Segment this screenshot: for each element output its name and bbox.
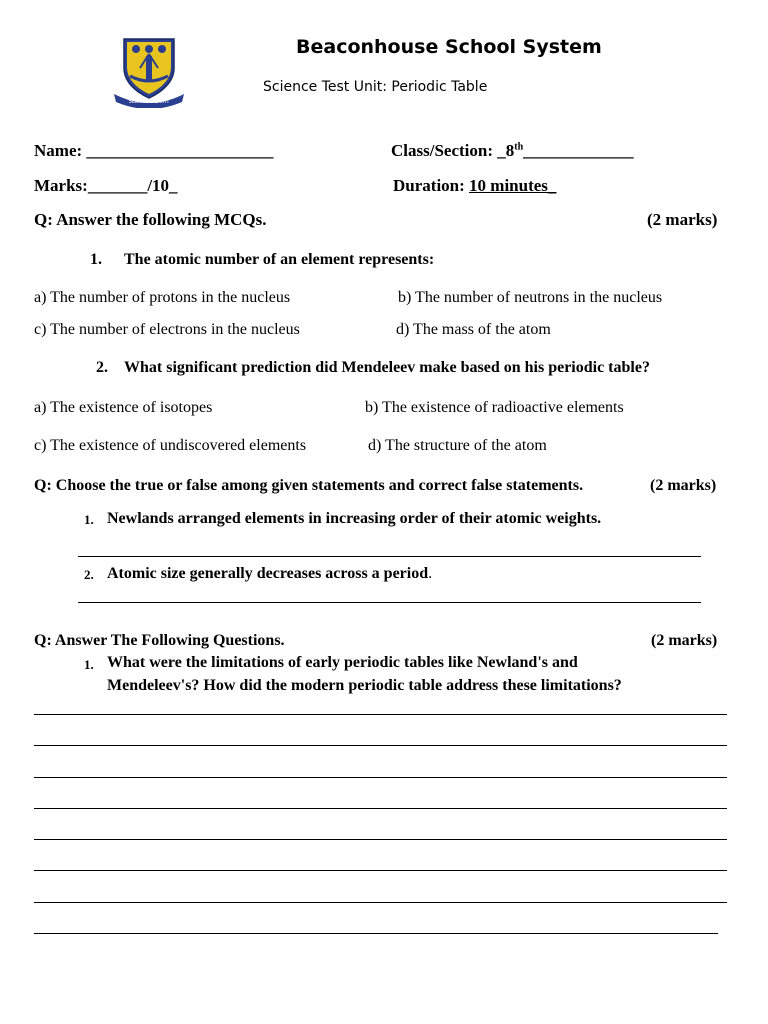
name-label: Name: — [34, 141, 83, 160]
answer-line[interactable] — [34, 777, 727, 778]
section1-marks: (2 marks) — [647, 210, 718, 229]
section2-title: Q: Choose the true or false among given statements and correct false statements. — [34, 477, 584, 494]
statement2 — [107, 565, 432, 583]
class-section-field[interactable] — [391, 141, 634, 161]
test-title-separator: : — [382, 79, 387, 95]
section3-title: Q: Answer The Following Questions. — [34, 632, 285, 649]
answer-line[interactable] — [34, 808, 727, 809]
question1-line1: What were the limitations of early periodic tables like Newland's and — [107, 654, 578, 671]
class-section-label: Class/Section: — [391, 141, 493, 160]
duration-label: Duration: — [393, 176, 465, 195]
statement2-number: 2. — [84, 567, 94, 582]
statement2-text: Atomic size generally decreases across a period — [107, 565, 429, 582]
answer-line[interactable] — [34, 839, 727, 840]
test-title — [263, 79, 487, 95]
statement2-answer-line[interactable] — [78, 602, 701, 603]
mcq2-number: 2. — [96, 359, 108, 376]
mcq1-number: 1. — [90, 251, 102, 268]
class-section-value: _8 — [493, 141, 515, 160]
answer-line[interactable] — [34, 870, 727, 871]
mcq1-option-c[interactable]: c) The number of electrons in the nucleus — [34, 321, 300, 338]
answer-line[interactable] — [34, 902, 727, 903]
marks-label: Marks: — [34, 176, 88, 195]
svg-text:SEEK THE LIGHT: SEEK THE LIGHT — [128, 99, 170, 105]
mcq2-option-b[interactable]: b) The existence of radioactive elements — [365, 399, 624, 416]
duration-value: 10 minutes_ — [469, 176, 557, 195]
answer-line[interactable] — [34, 745, 727, 746]
section1-title: Q: Answer the following MCQs. — [34, 210, 267, 229]
duration-field — [393, 176, 556, 196]
section2-marks: (2 marks) — [650, 477, 717, 494]
name-blank[interactable]: ______________________ — [86, 141, 274, 160]
mcq1-option-a[interactable]: a) The number of protons in the nucleus — [34, 289, 291, 306]
mcq1-option-b[interactable]: b) The number of neutrons in the nucleus — [398, 289, 663, 306]
section3-marks: (2 marks) — [651, 632, 718, 649]
question1-number: 1. — [84, 657, 94, 672]
test-title-topic: Periodic Table — [386, 79, 488, 95]
marks-field[interactable] — [34, 176, 178, 196]
mcq2-option-c[interactable]: c) The existence of undiscovered elements — [34, 437, 307, 454]
mcq1-question: The atomic number of an element represents: — [124, 251, 435, 268]
name-field[interactable] — [34, 141, 273, 161]
statement1-text: Newlands arranged elements in increasing order of their atomic weights. — [107, 510, 602, 527]
mcq2-question: What significant prediction did Mendeleev make based on his periodic table? — [124, 359, 650, 376]
statement2-period: . — [428, 565, 433, 582]
class-section-blank[interactable]: _____________ — [523, 141, 634, 160]
statement1-number: 1. — [84, 512, 94, 527]
class-section-sup: th — [514, 141, 524, 153]
answer-line[interactable] — [34, 933, 718, 934]
mcq2-option-a[interactable]: a) The existence of isotopes — [34, 399, 213, 416]
question1-line2: Mendeleev's? How did the modern periodic table address these limitations? — [107, 677, 622, 694]
answer-line[interactable] — [34, 714, 727, 715]
mcq2-option-d[interactable]: d) The structure of the atom — [368, 437, 547, 454]
statement1-answer-line[interactable] — [78, 556, 701, 557]
test-title-prefix: Science Test Unit — [263, 79, 383, 95]
school-crest-logo — [112, 36, 186, 108]
marks-value[interactable]: _______/10_ — [87, 176, 178, 195]
mcq1-option-d[interactable]: d) The mass of the atom — [396, 321, 551, 338]
school-name: Beaconhouse School System — [296, 36, 602, 58]
